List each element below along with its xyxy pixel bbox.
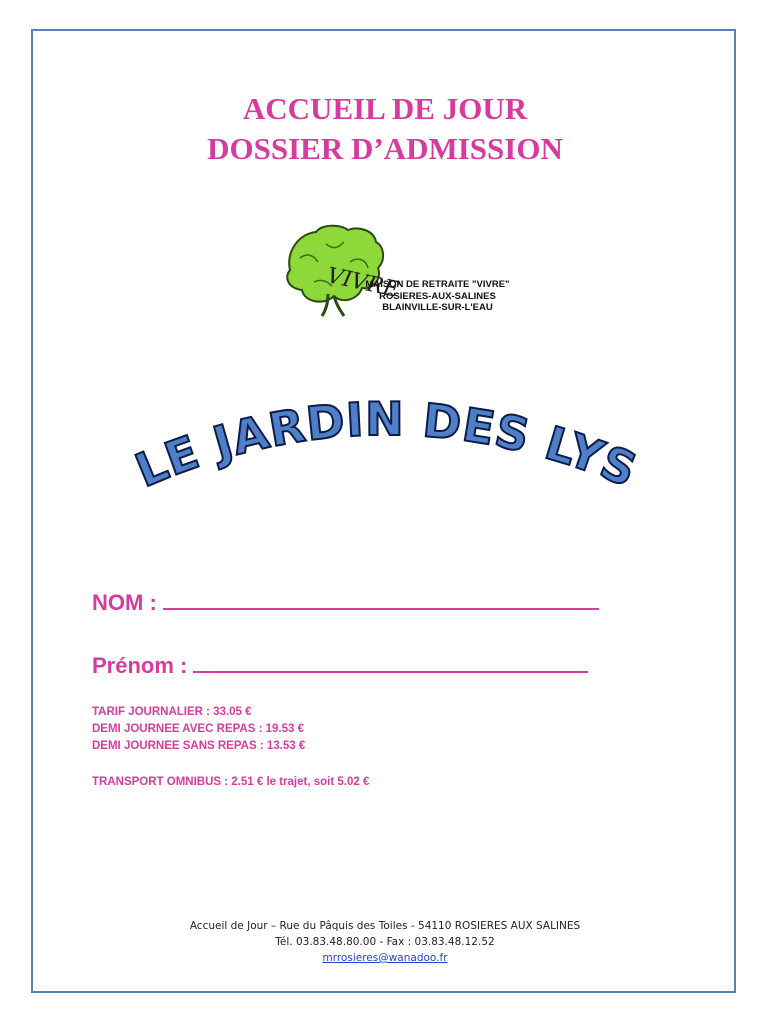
- tarifs-list: [92, 704, 305, 755]
- logo-caption: [360, 279, 515, 314]
- prenom-input-line[interactable]: [193, 651, 588, 673]
- footer: [0, 918, 770, 966]
- prenom-label: Prénom :: [92, 653, 188, 678]
- logo-caption-line2: ROSIERES-AUX-SALINES: [379, 290, 496, 302]
- footer-phone: Tél. 03.83.48.80.00 - Fax : 03.83.48.12.52: [275, 936, 495, 948]
- tarif-transport: TRANSPORT OMNIBUS : 2.51 € le trajet, soit 5.02 €: [92, 776, 370, 788]
- vivre-signature: VIVRE: [324, 263, 402, 304]
- nom-input-line[interactable]: [163, 588, 599, 610]
- banner-text: LE JARDIN DES LYS: [127, 395, 645, 498]
- banner-arc-title: [100, 395, 670, 505]
- logo-caption-line1: MAISON DE RETRAITE "VIVRE": [365, 279, 510, 290]
- tarif-demi-sans-repas: DEMI JOURNEE SANS REPAS : 13.53 €: [92, 740, 306, 752]
- logo-caption-line3: BLAINVILLE-SUR-L'EAU: [382, 302, 493, 313]
- page-title-line2: DOSSIER D’ADMISSION: [207, 131, 563, 166]
- footer-email-link[interactable]: mrrosieres@wanadoo.fr: [322, 952, 448, 964]
- prenom-field: [92, 651, 588, 679]
- footer-address: Accueil de Jour – Rue du Pâquis des Toiles - 54110 ROSIERES AUX SALINES: [189, 920, 581, 932]
- tarif-journalier: TARIF JOURNALIER : 33.05 €: [92, 706, 252, 718]
- tarif-demi-avec-repas: DEMI JOURNEE AVEC REPAS : 19.53 €: [92, 723, 304, 735]
- nom-label: NOM :: [92, 590, 157, 615]
- page-title-line1: ACCUEIL DE JOUR: [242, 91, 528, 126]
- page-frame: [31, 29, 736, 993]
- nom-field: [92, 588, 599, 616]
